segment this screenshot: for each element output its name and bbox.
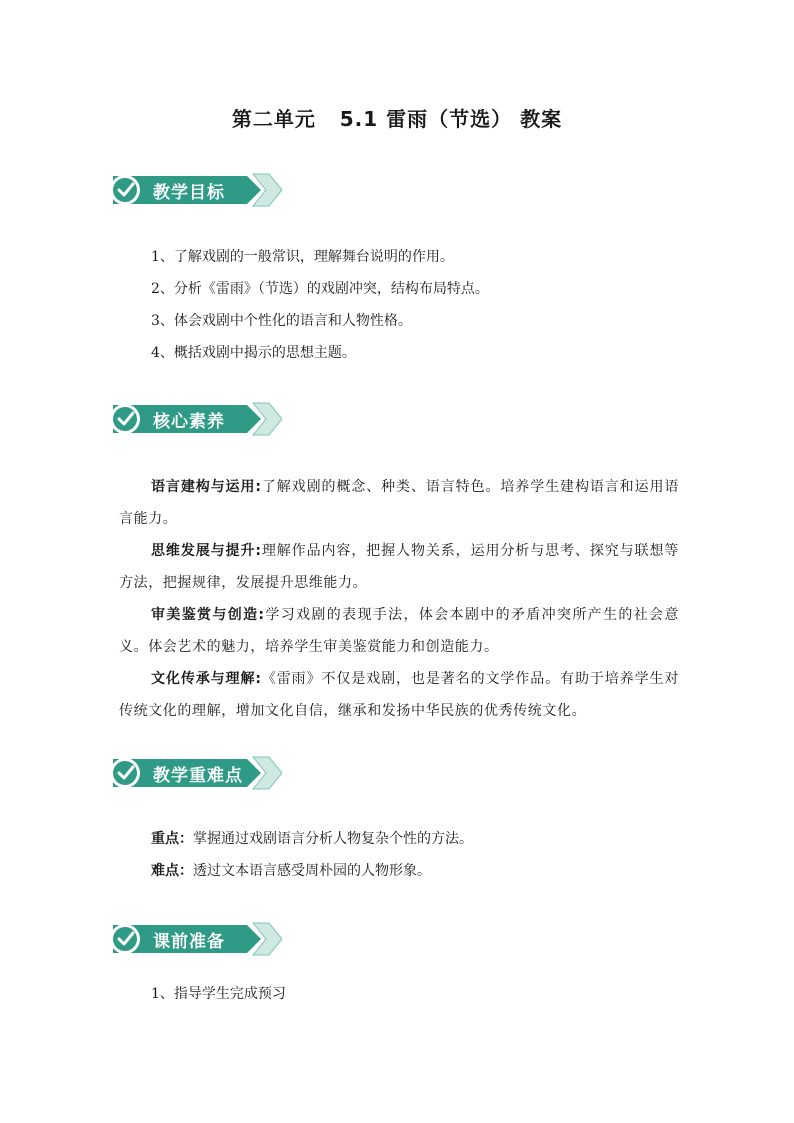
keypoint-item-1 — [151, 829, 473, 849]
goal-item-3: 3、体会戏剧中个性化的语言和人物性格。 — [151, 313, 412, 329]
section-banner-prep — [107, 919, 282, 959]
section-banner-literacy — [107, 399, 282, 439]
literacy-text: 《雷雨》不仅是戏剧，也是著名的文学作品。有助于培养学生对传统文化的理解，增加文化自信，继承和发扬中华民族的优秀传统文化。 — [119, 671, 679, 719]
literacy-text: 理解作品内容，把握人物关系，运用分析与思考、探究与联想等方法，把握规律，发展提升思维能力。 — [119, 543, 679, 591]
keypoint-label: 重点： — [151, 831, 193, 847]
keypoint-text: 掌握通过戏剧语言分析人物复杂个性的方法。 — [193, 831, 473, 847]
section-heading-keypoints: 教学重难点 — [153, 766, 243, 786]
goal-item-4: 4、概括戏剧中揭示的思想主题。 — [151, 345, 356, 361]
keypoint-text: 透过文本语言感受周朴园的人物形象。 — [193, 863, 431, 879]
section-banner-keypoints — [107, 753, 282, 793]
literacy-text: 学习戏剧的表现手法，体会本剧中的矛盾冲突所产生的社会意义。体会艺术的魅力，培养学生审美鉴赏能力和创造能力。 — [119, 607, 680, 655]
literacy-item-4 — [119, 663, 679, 727]
literacy-label: 审美鉴赏与创造: — [151, 607, 265, 623]
literacy-label: 思维发展与提升: — [151, 543, 262, 559]
prep-item-1: 1、指导学生完成预习 — [151, 986, 286, 1002]
literacy-item-2 — [119, 535, 679, 599]
section-banner-goals — [107, 170, 282, 210]
literacy-item-1 — [119, 471, 679, 535]
page-title: 第二单元 5.1 雷雨（节选） 教案 — [231, 107, 563, 131]
goal-item-2: 2、分析《雷雨》（节选）的戏剧冲突，结构布局特点。 — [151, 281, 489, 297]
section-heading-prep: 课前准备 — [153, 932, 225, 952]
literacy-item-3 — [119, 599, 679, 663]
section-heading-literacy: 核心素养 — [153, 412, 225, 432]
keypoint-item-2 — [151, 861, 431, 881]
section-heading-goals: 教学目标 — [153, 183, 225, 203]
keypoint-label: 难点： — [151, 863, 193, 879]
literacy-label: 文化传承与理解: — [151, 671, 262, 687]
goal-item-1: 1、了解戏剧的一般常识，理解舞台说明的作用。 — [151, 249, 454, 265]
literacy-label: 语言建构与运用: — [151, 479, 262, 495]
literacy-text: 了解戏剧的概念、种类、语言特色。培养学生建构语言和运用语言能力。 — [119, 479, 679, 527]
